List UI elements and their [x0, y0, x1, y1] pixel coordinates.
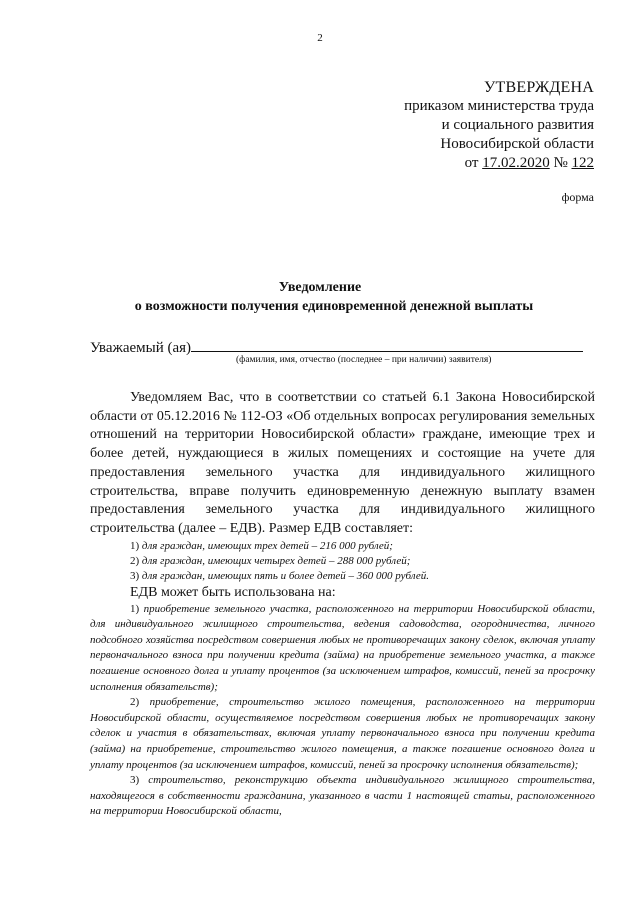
approval-number: 122 — [571, 155, 594, 171]
approval-line-3: Новосибирской области — [440, 136, 594, 152]
amount-item — [90, 554, 595, 569]
use-item — [90, 695, 595, 773]
approval-date: 17.02.2020 — [482, 155, 550, 171]
salutation — [90, 337, 583, 357]
salutation-text: Уважаемый (ая) — [90, 340, 192, 356]
approval-date-prefix: от — [464, 155, 483, 171]
approval-heading: УТВЕРЖДЕНА — [483, 79, 594, 96]
use-item-number: 1) — [130, 602, 140, 615]
form-label: форма — [561, 190, 594, 204]
approval-line-1: приказом министерства труда — [404, 98, 594, 114]
intro-paragraph: Уведомляем Вас, что в соответствии со статьей 6.1 Закона Новосибирской области от 05.12.2016 № 112-ОЗ «Об отдельных вопросах регулирования земельных отношений на территории Новосибирской области» граждане, имеющие трех и более детей, нуждающиеся в жилых помещениях и состоящие на учете для предоставления земельного участка для индивидуального жилищного строительства, вправе получить единовременную денежную выплату взамен предоставления земельного участка для индивидуального жилищного строительства (далее – ЕДВ). Размер ЕДВ составляет: — [90, 390, 595, 536]
recipient-name-line — [191, 337, 583, 352]
use-item-text: строительство, реконструкцию объекта индивидуального жилищного строительства, находящегося в собственности гражданина, указанного в части 1 настоящей статьи, расположенного на территории Новосибирской области, — [90, 774, 595, 818]
amount-item-number: 3) — [130, 569, 140, 582]
amount-item-text: для граждан, имеющих четырех детей – 288 000 рублей; — [139, 554, 411, 567]
use-item — [90, 773, 595, 820]
amount-item-text: для граждан, имеющих трех детей – 216 000 рублей; — [139, 539, 393, 552]
use-item-text: приобретение, строительство жилого помещения, расположенного на территории Новосибирской области, осуществляемое посредством совершения любых не противоречащих закону сделок и участия в обязательствах, включая уплату первоначального взноса при получении кредита (займа) на приобретение, строительство жилого помещения, а также погашение основного долга и уплату процентов (за исключением штрафов, комиссий, пеней за просрочку исполнения обязательств); — [90, 696, 595, 771]
use-heading: ЕДВ может быть использована на: — [130, 584, 336, 600]
approval-number-sign: № — [549, 155, 572, 171]
amount-item-number: 1) — [130, 539, 140, 552]
amount-item-number: 2) — [130, 554, 140, 567]
approval-stamp — [404, 78, 594, 173]
amount-item-text: для граждан, имеющих пять и более детей – 360 000 рублей. — [139, 569, 430, 582]
recipient-name-hint: (фамилия, имя, отчество (последнее – при наличии) заявителя) — [236, 355, 492, 365]
page-number: 2 — [317, 32, 323, 44]
document-subtitle: о возможности получения единовременной денежной выплаты — [134, 299, 534, 314]
amount-item — [90, 539, 595, 554]
notice-body — [90, 389, 595, 820]
use-item-number: 2) — [130, 696, 140, 709]
use-item-text: приобретение земельного участка, расположенного на территории Новосибирской области, для индивидуального жилищного строительства, ведения садоводства, огородничества, личного подсобного хозяйства посредством совершения любых не противоречащих закону сделок, включая уплату первоначального взноса при получении кредита (займа) на приобретение земельного участка, а также погашение основного долга и уплату процентов (за исключением штрафов, комиссий, пеней за просрочку исполнения обязательств); — [90, 602, 595, 693]
use-item-number: 3) — [130, 774, 140, 787]
document-title: Уведомление — [278, 280, 362, 295]
use-item — [90, 602, 595, 696]
amount-item — [90, 569, 595, 584]
approval-line-2: и социального развития — [441, 117, 594, 133]
approval-date-line — [404, 154, 594, 173]
